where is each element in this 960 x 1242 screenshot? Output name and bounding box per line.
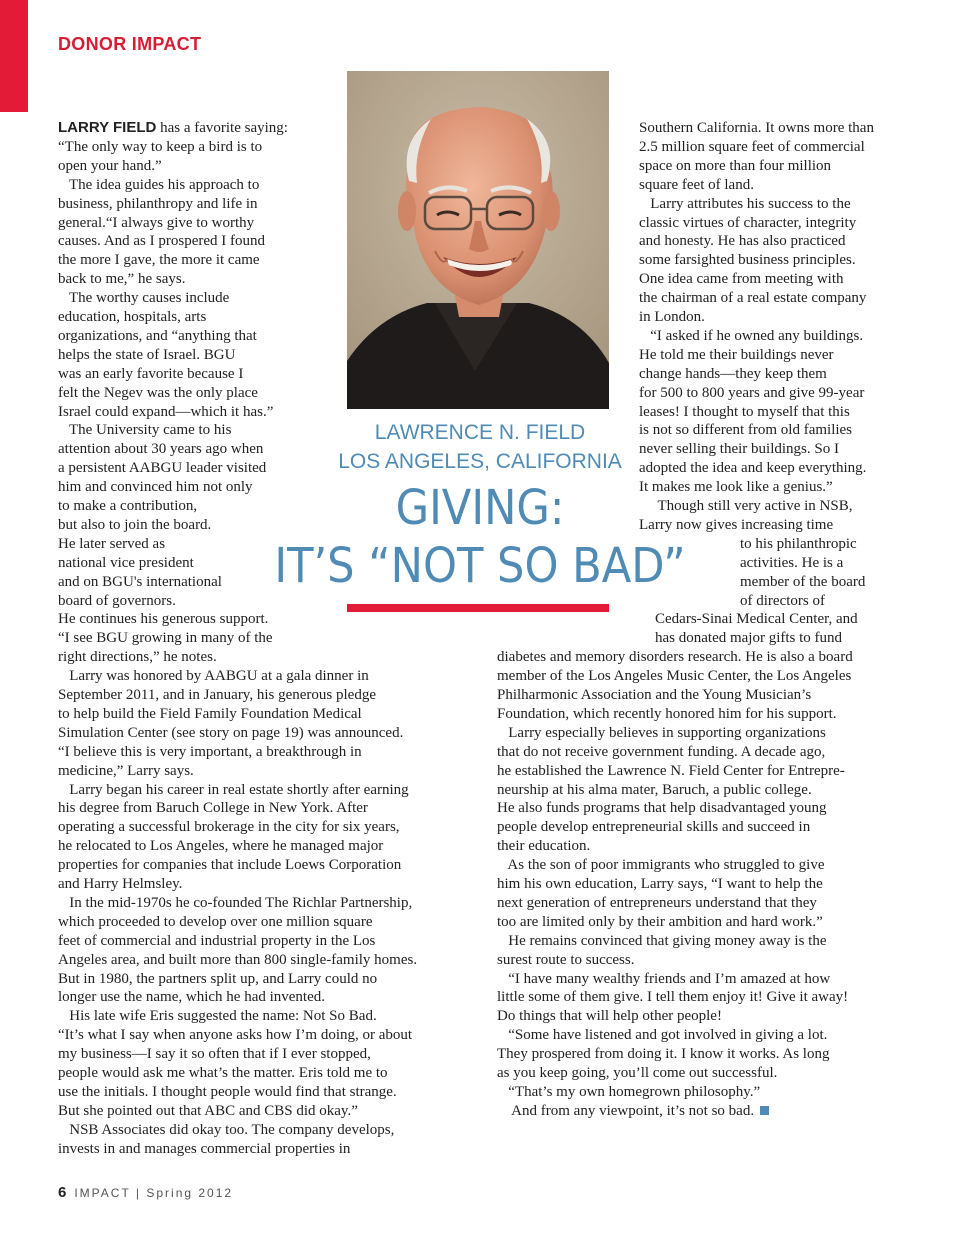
article-line: One idea came from meeting with [639, 271, 844, 288]
article-line: “I see BGU growing in many of the [58, 630, 273, 647]
article-line: member of the Los Angeles Music Center, the Los Angeles [497, 668, 852, 685]
article-line: September 2011, and in January, his generous pledge [58, 687, 376, 703]
article-line: space on more than four million [639, 157, 832, 174]
article-line: back to me,” he says. [58, 271, 186, 288]
article-line: “I asked if he owned any buildings. [639, 327, 864, 344]
article-line: helps the state of Israel. BGU [58, 346, 236, 363]
article-line: to help build the Field Family Foundation Medical [58, 705, 362, 722]
article-line: He continues his generous support. [58, 611, 269, 628]
article-line: my business—I say it so often that if I ever stopped, [58, 1046, 371, 1063]
article-line: surest route to success. [497, 951, 635, 968]
article-line: “I have many wealthy friends and I’m amazed at how [497, 970, 831, 987]
article-line: It makes me look like a genius.” [639, 479, 833, 496]
page-footer [58, 1184, 233, 1201]
article-line: the chairman of a real estate company [639, 290, 867, 307]
article-line: Larry now gives increasing time [639, 516, 834, 533]
article-line: activities. He is a [740, 554, 844, 571]
article-line: change hands—they keep them [639, 365, 827, 382]
article-line: and on BGU's international [58, 573, 222, 590]
article-line: attention about 30 years ago when [58, 441, 264, 458]
article-line: Though still very active in NSB, [639, 498, 853, 514]
article-line: board of governors. [58, 592, 176, 609]
article-line: next generation of entrepreneurs understand that they [497, 894, 817, 911]
article-line: Southern California. It owns more than [639, 120, 874, 136]
article-line: him and convinced him not only [58, 479, 253, 496]
article-line: neurship at his alma mater, Baruch, a public college. [497, 781, 812, 798]
article-line: of directors of [740, 592, 825, 609]
article-line: Israel could expand—which it has.” [58, 403, 274, 420]
article-line: “The only way to keep a bird is to [58, 138, 263, 155]
page-number: 6 [58, 1184, 67, 1201]
article-line: feet of commercial and industrial property in the Los [58, 932, 376, 949]
article-line: The University came to his [58, 422, 232, 439]
article-line: people would ask me what’s the matter. Eris told me to [58, 1065, 388, 1081]
article-line: medicine,” Larry says. [58, 762, 194, 779]
article-line: The worthy causes include [58, 290, 230, 307]
subject-location: LOS ANGELES, CALIFORNIA [338, 450, 622, 473]
article-line: never selling their buildings. So I [639, 441, 839, 458]
article-line: people develop entrepreneurial skills and succeed in [497, 819, 811, 836]
article-line: operating a successful brokerage in the city for six years, [58, 819, 400, 836]
end-mark-icon [760, 1106, 769, 1115]
article-line: classic virtues of character, integrity [639, 214, 857, 231]
article-line: and Harry Helmsley. [58, 876, 183, 892]
article-line: he established the Lawrence N. Field Center for Entrepre- [497, 762, 845, 779]
article-line: as you keep going, you’ll come out successful. [497, 1065, 778, 1081]
article-line: Larry especially believes in supporting organizations [497, 724, 826, 741]
article-line: Cedars-Sinai Medical Center, and [655, 611, 858, 628]
article-line: to make a contribution, [58, 498, 198, 514]
portrait-photo [347, 71, 609, 409]
lead-name: LARRY FIELD [58, 119, 157, 136]
article-line: the more I gave, the more it came [58, 252, 260, 269]
red-accent-bar [0, 0, 28, 112]
article-line: “Some have listened and got involved in giving a lot. [497, 1027, 828, 1044]
article-line: general.“I always give to worthy [58, 214, 255, 231]
article-line: Larry began his career in real estate shortly after earning [58, 781, 409, 798]
article-line: and honesty. He has also practiced [639, 233, 846, 250]
publication-name: IMPACT | Spring 2012 [74, 1186, 234, 1200]
headline-line-1: GIVING: [395, 480, 565, 536]
article-line: They prospered from doing it. I know it works. As long [497, 1046, 830, 1063]
article-line: little some of them give. I tell them enjoy it! Give it away! [497, 989, 849, 1006]
article-line: felt the Negev was the only place [58, 384, 258, 401]
article-line: And from any viewpoint, it’s not so bad. [497, 1102, 769, 1120]
article-line: Simulation Center (see story on page 19) was announced. [58, 724, 404, 741]
article-line: Do things that will help other people! [497, 1008, 722, 1025]
article-line: He later served as [58, 535, 166, 552]
article-line: is not so different from old families [639, 422, 853, 439]
headline-line-2: IT’S “NOT SO BAD” [274, 538, 686, 594]
article-line: national vice president [58, 554, 194, 571]
article-line: diabetes and memory disorders research. He is also a board [497, 649, 853, 666]
article-line: a persistent AABGU leader visited [58, 460, 267, 477]
article-line: was an early favorite because I [58, 365, 244, 382]
article-line: open your hand.” [58, 157, 162, 174]
article-line: organizations, and “anything that [58, 327, 257, 344]
article-line: Larry attributes his success to the [639, 195, 851, 212]
article-line: education, hospitals, arts [58, 309, 207, 325]
article-line: adopted the idea and keep everything. [639, 460, 867, 477]
article-line: square feet of land. [639, 176, 754, 193]
article-line: The idea guides his approach to [58, 176, 260, 193]
article-line: Foundation, which recently honored him for his support. [497, 705, 837, 722]
article-line: properties for companies that include Loews Corporation [58, 857, 402, 874]
article-line: right directions,” he notes. [58, 649, 217, 666]
article-line: Angeles area, and built more than 800 single-family homes. [58, 951, 418, 968]
article-line: In the mid-1970s he co-founded The Richlar Partnership, [58, 894, 413, 911]
headline-rule [347, 604, 609, 612]
article-line: use the initials. I thought people would find that strange. [58, 1083, 397, 1100]
article-line: He told me their buildings never [639, 346, 834, 363]
article-line: some farsighted business principles. [639, 252, 856, 269]
section-label: DONOR IMPACT [58, 34, 202, 54]
article-line: which proceeded to develop over one million square [58, 913, 373, 930]
article-line: His late wife Eris suggested the name: Not So Bad. [58, 1008, 377, 1025]
article-line: that do not receive government funding. A decade ago, [497, 743, 826, 760]
article-line: has donated major gifts to fund [655, 630, 843, 647]
article-line: but also to join the board. [58, 516, 212, 533]
article-line: in London. [639, 309, 705, 325]
article-line: But she pointed out that ABC and CBS did okay.” [58, 1102, 358, 1119]
subject-name: LAWRENCE N. FIELD [374, 421, 586, 444]
article-line: invests in and manages commercial properties in [58, 1140, 351, 1157]
article-line: member of the board [740, 573, 866, 590]
article-line: He also funds programs that help disadvantaged young [497, 800, 827, 817]
article-line: leases! I thought to myself that this [639, 403, 850, 420]
article-line: “That’s my own homegrown philosophy.” [497, 1083, 761, 1100]
article-line: “It’s what I say when anyone asks how I’m doing, or about [58, 1027, 413, 1044]
article-line: for 500 to 800 years and give 99-year [639, 384, 865, 401]
article-line: too are limited only by their ambition and hard work.” [497, 913, 823, 930]
article-line: As the son of poor immigrants who struggled to give [497, 857, 825, 874]
article-line: He remains convinced that giving money away is the [497, 932, 827, 949]
article-line: business, philanthropy and life in [58, 195, 258, 212]
article-line: he relocated to Los Angeles, where he managed major [58, 838, 384, 855]
article-line: But in 1980, the partners split up, and Larry could no [58, 970, 378, 987]
article-line: him his own education, Larry says, “I want to help the [497, 876, 823, 892]
article-line: Larry was honored by AABGU at a gala dinner in [58, 668, 369, 685]
article-line: his degree from Baruch College in New York. After [58, 800, 368, 817]
article-line: to his philanthropic [740, 535, 857, 552]
article-line: LARRY FIELD has a favorite saying: [58, 119, 288, 136]
article-line: Philharmonic Association and the Young Musician’s [497, 687, 812, 703]
article-line: NSB Associates did okay too. The company develops, [58, 1121, 395, 1138]
article-line: their education. [497, 838, 591, 855]
article-line: longer use the name, which he had invented. [58, 989, 325, 1006]
article-line: “I believe this is very important, a breakthrough in [58, 743, 362, 760]
article-line: 2.5 million square feet of commercial [639, 138, 865, 155]
article-line: causes. And as I prospered I found [58, 233, 266, 250]
